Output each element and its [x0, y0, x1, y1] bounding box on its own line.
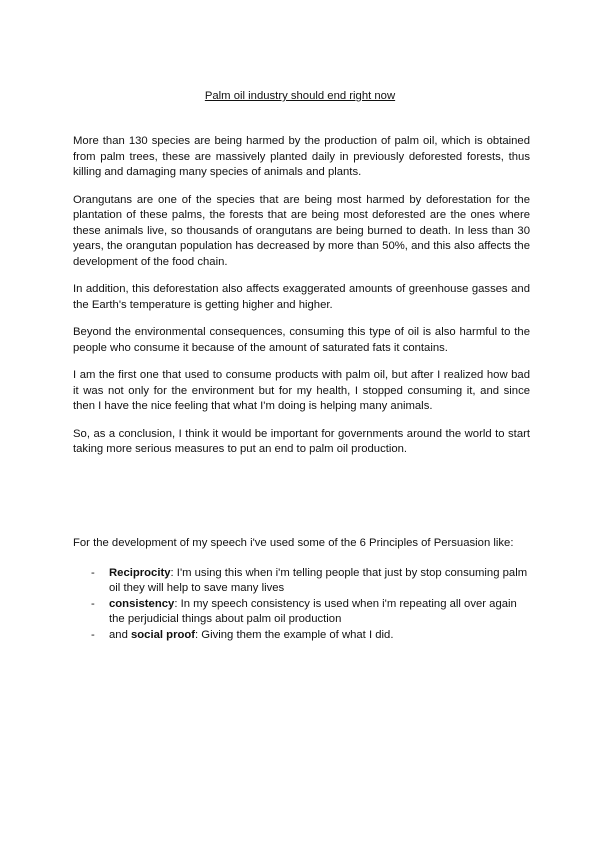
list-item	[73, 566, 530, 597]
principle-description: : I'm using this when i'm telling people that just by stop consuming palm oil they will help to save many lives	[109, 566, 528, 594]
principle-term: consistency	[109, 597, 175, 610]
paragraph-health: Beyond the environmental consequences, consuming this type of oil is also harmful to the people who consume it because of the amount of saturated fats it contains.	[73, 326, 530, 354]
principle-prefix: and	[109, 628, 131, 641]
paragraph-greenhouse: In addition, this deforestation also affects exaggerated amounts of greenhouse gasses and the Earth's temperature is getting higher and higher.	[73, 283, 530, 311]
principle-term: social proof	[131, 628, 196, 641]
document-title: Palm oil industry should end right now	[204, 90, 396, 102]
principles-intro: For the development of my speech i've used some of the 6 Principles of Persuasion like:	[73, 537, 514, 549]
list-bullet: -	[91, 628, 95, 641]
paragraph-orangutans: Orangutans are one of the species that are being most harmed by deforestation for the plantation of these palms, the forests that are being most deforested are the ones where these animals live, so thousands of orangutans are being burned to death. In less than 30 years, the orangutan population has decreased by more than 50%, and this also affects the development of the food chain.	[73, 193, 530, 268]
document-body	[73, 134, 530, 458]
principles-list	[73, 566, 530, 644]
paragraph-personal-experience: I am the first one that used to consume products with palm oil, but after I realized how bad it was not only for the environment but for my health, I stopped consuming it, and since then I have the nice feeling that what I'm doing is helping many animals.	[73, 369, 530, 412]
list-item	[73, 628, 530, 644]
principle-term: Reciprocity	[109, 566, 171, 579]
principle-description: : In my speech consistency is used when i'm repeating all over again the perjudicial things about palm oil production	[109, 597, 517, 625]
list-item	[73, 597, 530, 628]
paragraph-conclusion: So, as a conclusion, I think it would be important for governments around the world to start taking more serious measures to put an end to palm oil production.	[73, 427, 530, 455]
paragraph-species-harmed: More than 130 species are being harmed by the production of palm oil, which is obtained from palm trees, these are massively planted daily in previously deforested forests, thus killing and damaging many species of animals and plants.	[73, 135, 530, 178]
persuasion-section	[73, 536, 530, 643]
principle-description: : Giving them the example of what I did.	[195, 628, 394, 641]
list-bullet: -	[91, 597, 95, 610]
list-bullet: -	[91, 566, 95, 579]
